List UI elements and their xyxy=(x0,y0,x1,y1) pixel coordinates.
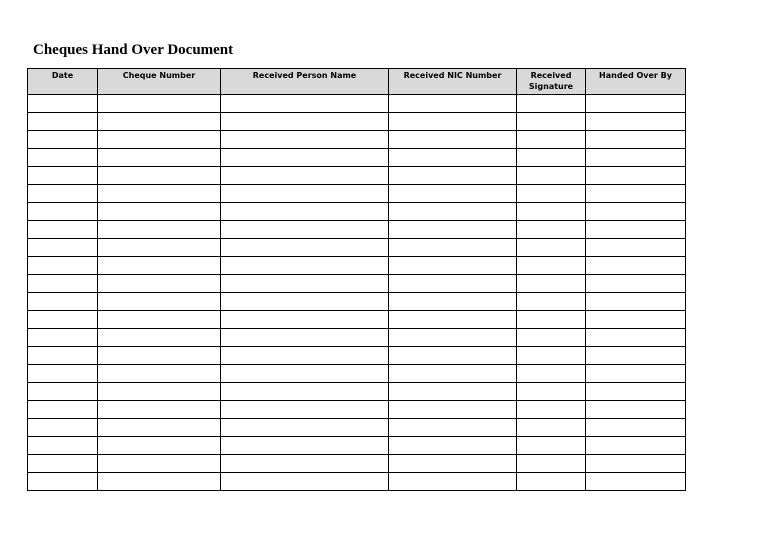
table-cell-received-nic-number xyxy=(389,329,517,347)
table-cell-cheque-number xyxy=(98,167,221,185)
table-cell-cheque-number xyxy=(98,347,221,365)
table-cell-received-person-name xyxy=(221,275,389,293)
table-cell-received-person-name xyxy=(221,185,389,203)
column-header-label: Received NIC Number xyxy=(403,71,502,80)
table-cell-cheque-number xyxy=(98,185,221,203)
table-cell-received-signature xyxy=(517,347,586,365)
column-header-date xyxy=(28,69,98,95)
table-cell-received-signature xyxy=(517,203,586,221)
table-cell-received-person-name xyxy=(221,149,389,167)
table-cell-cheque-number xyxy=(98,473,221,491)
table-cell-handed-over-by xyxy=(586,257,686,275)
table-cell-received-nic-number xyxy=(389,167,517,185)
table-cell-handed-over-by xyxy=(586,293,686,311)
table-cell-handed-over-by xyxy=(586,437,686,455)
table-row xyxy=(28,185,686,203)
table-cell-handed-over-by xyxy=(586,275,686,293)
column-header-received-nic-number xyxy=(389,69,517,95)
table-cell-received-nic-number xyxy=(389,275,517,293)
table-header xyxy=(28,69,686,95)
table-cell-handed-over-by xyxy=(586,347,686,365)
table-cell-received-nic-number xyxy=(389,221,517,239)
table-row xyxy=(28,113,686,131)
table-cell-received-person-name xyxy=(221,95,389,113)
table-cell-cheque-number xyxy=(98,239,221,257)
table-body xyxy=(28,95,686,491)
table-cell-received-nic-number xyxy=(389,455,517,473)
table-cell-received-nic-number xyxy=(389,419,517,437)
table-row xyxy=(28,401,686,419)
table-cell-cheque-number xyxy=(98,329,221,347)
table-row xyxy=(28,473,686,491)
table-cell-received-person-name xyxy=(221,239,389,257)
table-cell-handed-over-by xyxy=(586,113,686,131)
cheque-handover-table xyxy=(27,68,686,491)
table-cell-received-nic-number xyxy=(389,131,517,149)
table-cell-received-nic-number xyxy=(389,365,517,383)
table-cell-received-signature xyxy=(517,293,586,311)
table-cell-cheque-number xyxy=(98,95,221,113)
column-header-label: Handed Over By xyxy=(599,71,672,80)
table-cell-date xyxy=(28,347,98,365)
table-cell-date xyxy=(28,383,98,401)
table-cell-handed-over-by xyxy=(586,455,686,473)
table-cell-received-person-name xyxy=(221,257,389,275)
table-row xyxy=(28,167,686,185)
table-row xyxy=(28,149,686,167)
table-cell-handed-over-by xyxy=(586,311,686,329)
table-row xyxy=(28,365,686,383)
table-cell-received-signature xyxy=(517,383,586,401)
table-cell-date xyxy=(28,293,98,311)
table-row xyxy=(28,383,686,401)
table-cell-received-nic-number xyxy=(389,383,517,401)
table-cell-date xyxy=(28,473,98,491)
table-cell-date xyxy=(28,239,98,257)
document-title: Cheques Hand Over Document xyxy=(33,42,234,58)
table-cell-cheque-number xyxy=(98,401,221,419)
table-cell-handed-over-by xyxy=(586,383,686,401)
table-cell-received-signature xyxy=(517,401,586,419)
table-row xyxy=(28,437,686,455)
table-cell-handed-over-by xyxy=(586,167,686,185)
table-cell-received-person-name xyxy=(221,329,389,347)
table-row xyxy=(28,275,686,293)
table-cell-handed-over-by xyxy=(586,203,686,221)
table-cell-handed-over-by xyxy=(586,401,686,419)
header-row xyxy=(28,69,686,95)
table-cell-received-nic-number xyxy=(389,311,517,329)
table-cell-received-nic-number xyxy=(389,401,517,419)
table-cell-received-person-name xyxy=(221,221,389,239)
table-row xyxy=(28,347,686,365)
table-cell-handed-over-by xyxy=(586,365,686,383)
table-cell-received-person-name xyxy=(221,347,389,365)
table-cell-received-signature xyxy=(517,149,586,167)
table-cell-date xyxy=(28,95,98,113)
table-cell-cheque-number xyxy=(98,275,221,293)
table-cell-received-nic-number xyxy=(389,293,517,311)
table-cell-received-signature xyxy=(517,473,586,491)
column-header-handed-over-by xyxy=(586,69,686,95)
table-cell-date xyxy=(28,185,98,203)
table-cell-received-signature xyxy=(517,275,586,293)
table-cell-date xyxy=(28,113,98,131)
table-cell-received-signature xyxy=(517,419,586,437)
table-cell-received-nic-number xyxy=(389,437,517,455)
table-cell-received-person-name xyxy=(221,365,389,383)
table-cell-received-person-name xyxy=(221,203,389,221)
table-cell-received-signature xyxy=(517,95,586,113)
table-cell-received-nic-number xyxy=(389,203,517,221)
column-header-label: Date xyxy=(51,71,74,80)
table-cell-handed-over-by xyxy=(586,185,686,203)
table-cell-date xyxy=(28,311,98,329)
table-cell-handed-over-by xyxy=(586,131,686,149)
table-cell-cheque-number xyxy=(98,455,221,473)
table-row xyxy=(28,293,686,311)
table-row xyxy=(28,95,686,113)
table-cell-cheque-number xyxy=(98,149,221,167)
table-cell-received-signature xyxy=(517,221,586,239)
table-cell-received-nic-number xyxy=(389,95,517,113)
table-cell-date xyxy=(28,329,98,347)
table-cell-date xyxy=(28,455,98,473)
table-cell-date xyxy=(28,167,98,185)
table-row xyxy=(28,131,686,149)
column-header-cheque-number xyxy=(98,69,221,95)
table-cell-date xyxy=(28,437,98,455)
table-cell-received-signature xyxy=(517,437,586,455)
table-cell-cheque-number xyxy=(98,203,221,221)
table-cell-received-person-name xyxy=(221,419,389,437)
column-header-received-signature xyxy=(517,69,586,95)
table-row xyxy=(28,203,686,221)
table-cell-received-nic-number xyxy=(389,257,517,275)
table-cell-date xyxy=(28,149,98,167)
column-header-label: Received Signature xyxy=(528,71,574,91)
table-cell-cheque-number xyxy=(98,221,221,239)
table-cell-date xyxy=(28,257,98,275)
table-cell-received-signature xyxy=(517,365,586,383)
column-header-received-person-name xyxy=(221,69,389,95)
table-cell-received-signature xyxy=(517,131,586,149)
column-header-label: Cheque Number xyxy=(122,71,196,80)
table-cell-received-signature xyxy=(517,257,586,275)
table-cell-received-nic-number xyxy=(389,239,517,257)
table-cell-cheque-number xyxy=(98,365,221,383)
table-cell-cheque-number xyxy=(98,383,221,401)
table-cell-cheque-number xyxy=(98,131,221,149)
table-cell-cheque-number xyxy=(98,437,221,455)
table-cell-cheque-number xyxy=(98,311,221,329)
table-row xyxy=(28,455,686,473)
table-cell-received-person-name xyxy=(221,113,389,131)
table-cell-received-signature xyxy=(517,311,586,329)
table-cell-date xyxy=(28,401,98,419)
table-cell-received-signature xyxy=(517,455,586,473)
table-cell-handed-over-by xyxy=(586,95,686,113)
table-cell-received-signature xyxy=(517,113,586,131)
table-cell-handed-over-by xyxy=(586,419,686,437)
table-row xyxy=(28,221,686,239)
table-row xyxy=(28,239,686,257)
table-cell-received-person-name xyxy=(221,167,389,185)
table-cell-date xyxy=(28,221,98,239)
table-cell-date xyxy=(28,275,98,293)
table-cell-handed-over-by xyxy=(586,239,686,257)
table-row xyxy=(28,311,686,329)
table-cell-cheque-number xyxy=(98,257,221,275)
table-cell-received-signature xyxy=(517,167,586,185)
table-cell-received-person-name xyxy=(221,401,389,419)
table-cell-handed-over-by xyxy=(586,473,686,491)
table-cell-handed-over-by xyxy=(586,149,686,167)
column-header-label: Received Person Name xyxy=(252,71,357,80)
table-cell-date xyxy=(28,131,98,149)
table-cell-date xyxy=(28,203,98,221)
table-row xyxy=(28,419,686,437)
table-cell-received-person-name xyxy=(221,383,389,401)
table-cell-received-signature xyxy=(517,185,586,203)
table-cell-received-person-name xyxy=(221,455,389,473)
table-cell-cheque-number xyxy=(98,113,221,131)
table-cell-received-person-name xyxy=(221,311,389,329)
table-cell-received-person-name xyxy=(221,293,389,311)
table-cell-handed-over-by xyxy=(586,221,686,239)
table-cell-cheque-number xyxy=(98,293,221,311)
table-cell-received-nic-number xyxy=(389,185,517,203)
table-cell-received-signature xyxy=(517,329,586,347)
table-cell-received-person-name xyxy=(221,437,389,455)
table-cell-received-nic-number xyxy=(389,113,517,131)
table-cell-received-signature xyxy=(517,239,586,257)
table-row xyxy=(28,329,686,347)
table-cell-cheque-number xyxy=(98,419,221,437)
table-cell-date xyxy=(28,365,98,383)
table-cell-received-person-name xyxy=(221,131,389,149)
table-row xyxy=(28,257,686,275)
table-cell-received-nic-number xyxy=(389,473,517,491)
table-cell-received-person-name xyxy=(221,473,389,491)
table-cell-handed-over-by xyxy=(586,329,686,347)
table-cell-date xyxy=(28,419,98,437)
table-cell-received-nic-number xyxy=(389,347,517,365)
table-cell-received-nic-number xyxy=(389,149,517,167)
